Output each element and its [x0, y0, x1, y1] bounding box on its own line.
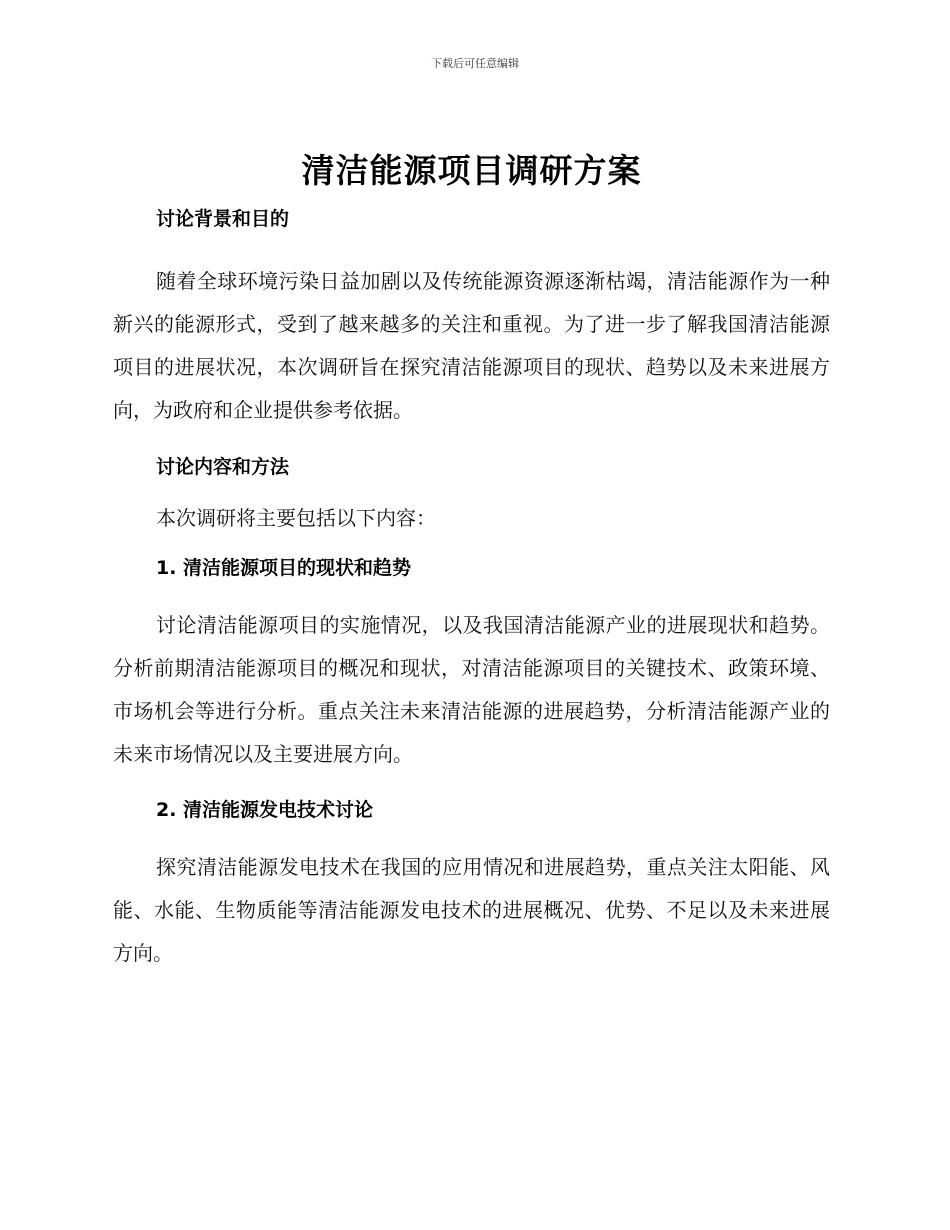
- section-heading-background: 讨论背景和目的: [156, 208, 290, 230]
- page-header-note: 下载后可任意编辑: [431, 57, 519, 70]
- paragraph-background: 随着全球环境污染日益加剧以及传统能源资源逐渐枯竭，清洁能源作为一种新兴的能源形式，受到了越来越多的关注和重视。为了进一步了解我国清洁能源项目的进展状况，本次调研旨在探究清洁能源项目的现状、趋势以及未来进展方向，为政府和企业提供参考依据。: [113, 269, 830, 422]
- paragraph-content-intro: 本次调研将主要包括以下内容：: [156, 506, 436, 530]
- document-title: 清洁能源项目调研方案: [301, 151, 642, 190]
- subsection-heading-status-trend: 1. 清洁能源项目的现状和趋势: [156, 557, 412, 579]
- subsection-heading-power-tech: 2. 清洁能源发电技术讨论: [156, 799, 374, 821]
- paragraph-status-trend: 讨论清洁能源项目的实施情况，以及我国清洁能源产业的进展现状和趋势。分析前期清洁能源项目的概况和现状，对清洁能源项目的关键技术、政策环境、市场机会等进行分析。重点关注未来清洁能源的进展趋势，分析清洁能源产业的未来市场情况以及主要进展方向。: [113, 613, 830, 766]
- document-body: [113, 148, 830, 975]
- paragraph-power-tech: 探究清洁能源发电技术在我国的应用情况和进展趋势，重点关注太阳能、风能、水能、生物质能等清洁能源发电技术的进展概况、优势、不足以及未来进展方向。: [113, 855, 830, 965]
- section-heading-content-method: 讨论内容和方法: [156, 456, 290, 478]
